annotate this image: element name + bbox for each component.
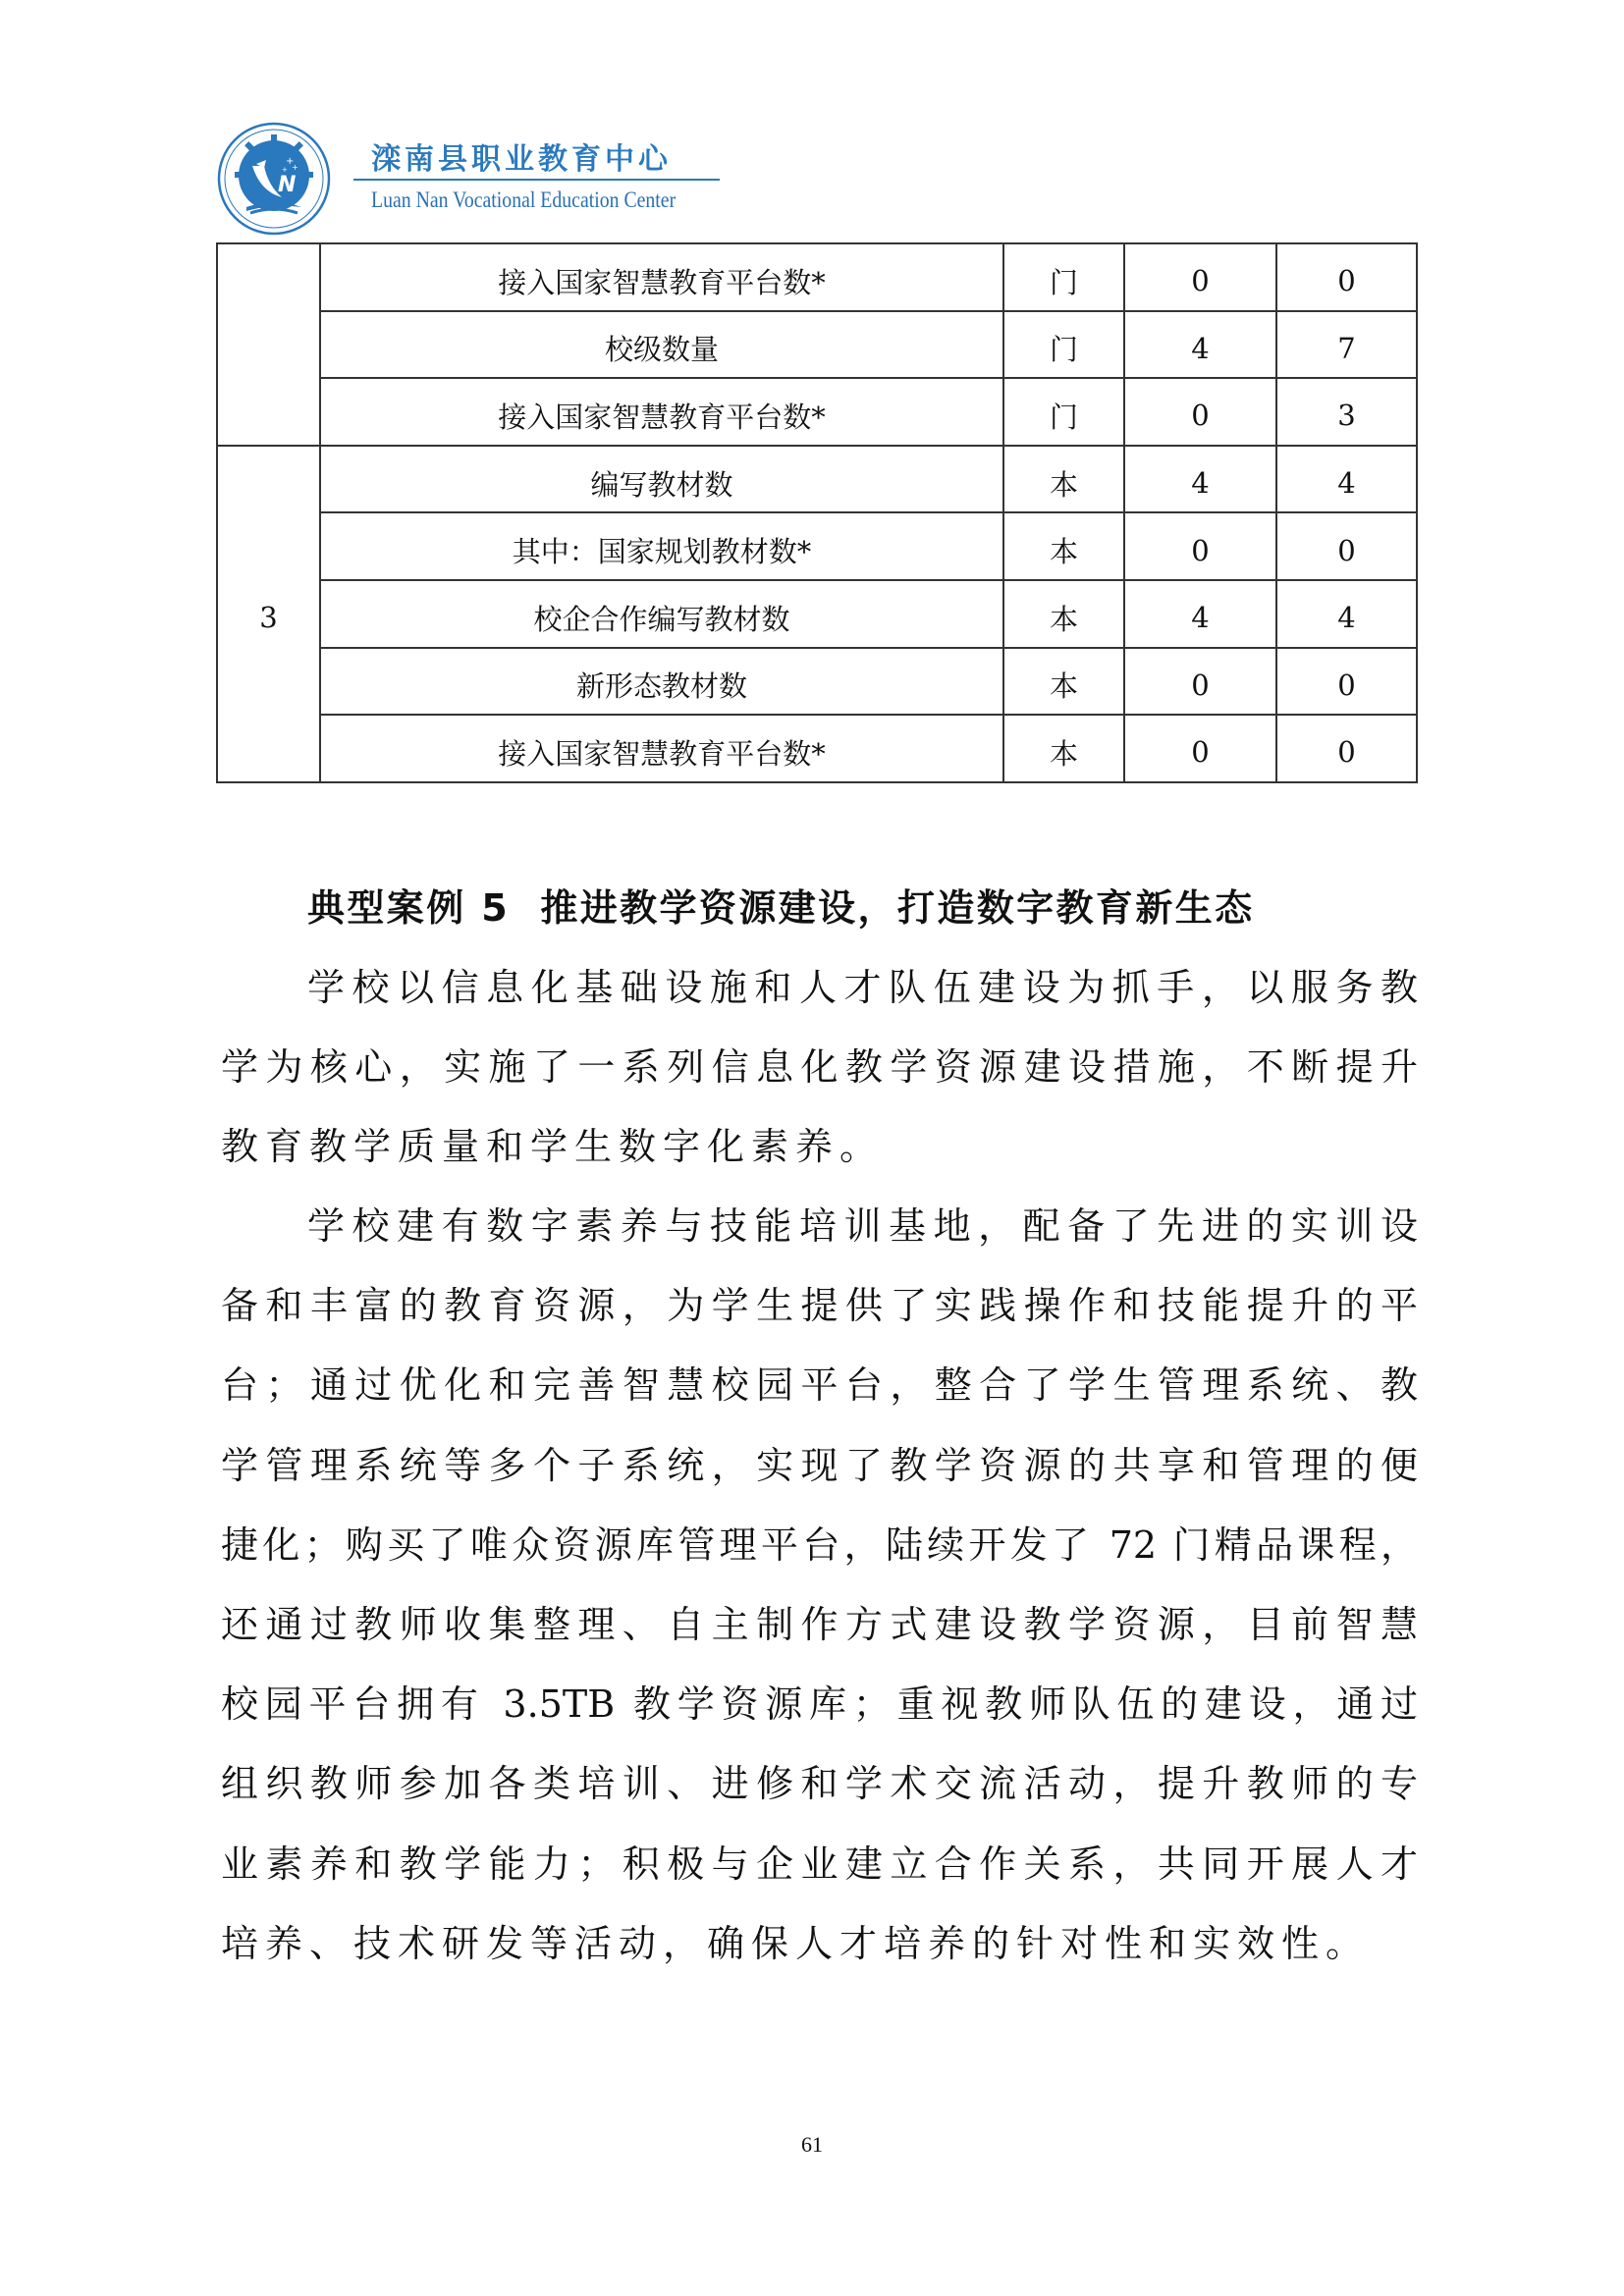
table-value-b-cell: 4: [1276, 446, 1417, 513]
paragraph-line: 学为核心，实施了一系列信息化教学资源建设措施，不断提升: [221, 1045, 1418, 1090]
school-logo-emblem-icon: [217, 121, 331, 237]
table-value-b-cell: 0: [1276, 512, 1417, 580]
table-value-b-cell: 7: [1276, 311, 1417, 379]
table-value-a-cell: 0: [1124, 648, 1276, 716]
header-divider: [353, 179, 720, 181]
svg-text:N: N: [278, 173, 297, 197]
case-heading: 典型案例 5 推进教学资源建设，打造数字教育新生态: [307, 886, 1255, 930]
table-value-a-cell: 0: [1124, 715, 1276, 782]
table-row: [217, 378, 1417, 446]
school-name-chinese: 滦南县职业教育中心: [371, 142, 672, 177]
table-item-cell: 接入国家智慧教育平台数*: [320, 378, 1003, 446]
table-unit-cell: 本: [1003, 446, 1124, 513]
statistics-table: [216, 242, 1418, 783]
table-value-a-cell: 0: [1124, 512, 1276, 580]
svg-text:+: +: [292, 163, 298, 172]
table-unit-cell: 本: [1003, 715, 1124, 782]
paragraph-1: [221, 967, 1418, 1206]
school-logo: [217, 121, 331, 237]
table-value-b-cell: 0: [1276, 648, 1417, 716]
table-row: [217, 446, 1417, 513]
table-row: [217, 715, 1417, 782]
paragraph-line: 还通过教师收集整理、自主制作方式建设教学资源，目前智慧: [221, 1602, 1418, 1646]
table-value-a-cell: 0: [1124, 243, 1276, 311]
table-value-b-cell: 0: [1276, 243, 1417, 311]
table-row: [217, 512, 1417, 580]
table-row: [217, 580, 1417, 648]
paragraph-line: 备和丰富的教育资源，为学生提供了实践操作和技能提升的平: [221, 1284, 1418, 1328]
table-index-cell: 3: [217, 446, 320, 782]
table-item-cell: 接入国家智慧教育平台数*: [320, 243, 1003, 311]
table-unit-cell: 本: [1003, 512, 1124, 580]
table-row: [217, 648, 1417, 716]
table-value-a-cell: 4: [1124, 311, 1276, 379]
table-value-b-cell: 0: [1276, 715, 1417, 782]
paragraph-line: 台；通过优化和完善智慧校园平台，整合了学生管理系统、教: [221, 1363, 1418, 1408]
paragraph-line: 校园平台拥有 3.5TB 教学资源库；重视教师队伍的建设，通过: [221, 1682, 1418, 1727]
table-unit-cell: 门: [1003, 311, 1124, 379]
table-unit-cell: 本: [1003, 580, 1124, 648]
paragraph-line: 业素养和教学能力；积极与企业建立合作关系，共同开展人才: [221, 1842, 1418, 1886]
paragraph-line: 学管理系统等多个子系统，实现了教学资源的共享和管理的便: [221, 1443, 1418, 1487]
table-item-cell: 新形态教材数: [320, 648, 1003, 716]
table-unit-cell: 门: [1003, 243, 1124, 311]
svg-text:+: +: [286, 156, 295, 167]
table-value-a-cell: 4: [1124, 446, 1276, 513]
table-item-cell: 编写教材数: [320, 446, 1003, 513]
school-name-english: Luan Nan Vocational Education Center: [371, 187, 677, 212]
table-value-a-cell: 0: [1124, 378, 1276, 446]
table-unit-cell: 本: [1003, 648, 1124, 716]
table-row: [217, 243, 1417, 311]
table-row: [217, 311, 1417, 379]
paragraph-line: 教育教学质量和学生数字化素养。: [221, 1125, 885, 1169]
paragraph-line: 学校建有数字素养与技能培训基地，配备了先进的实训设: [307, 1204, 1418, 1248]
paragraph-line: 培养、技术研发等活动，确保人才培养的针对性和实效性。: [221, 1921, 1371, 1965]
table-value-b-cell: 3: [1276, 378, 1417, 446]
table-value-b-cell: 4: [1276, 580, 1417, 648]
paragraph-line: 组织教师参加各类培训、进修和学术交流活动，提升教师的专: [221, 1762, 1418, 1806]
paragraph-line: 捷化；购买了唯众资源库管理平台，陆续开发了 72 门精品课程，: [221, 1522, 1418, 1567]
page-number: 61: [801, 2132, 823, 2157]
paragraph-2: [221, 1205, 1418, 2002]
paragraph-line: 学校以信息化基础设施和人才队伍建设为抓手，以服务教: [307, 966, 1418, 1009]
table-item-cell: 其中：国家规划教材数*: [320, 512, 1003, 580]
table-item-cell: 校企合作编写教材数: [320, 580, 1003, 648]
table-item-cell: 接入国家智慧教育平台数*: [320, 715, 1003, 782]
table-item-cell: 校级数量: [320, 311, 1003, 379]
table-unit-cell: 门: [1003, 378, 1124, 446]
svg-text:+: +: [282, 166, 288, 174]
table-index-cell: [217, 243, 320, 446]
table-value-a-cell: 4: [1124, 580, 1276, 648]
